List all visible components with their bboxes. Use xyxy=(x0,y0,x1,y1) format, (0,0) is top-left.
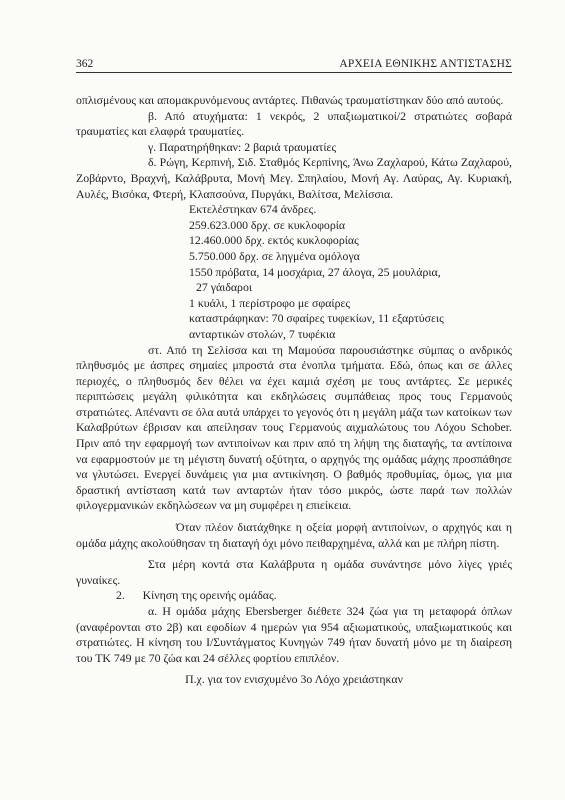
stats-line: Εκτελέστηκαν 674 άνδρες. xyxy=(189,202,317,217)
paragraph-d: δ. Ρώγη, Κερπινή, Σιδ. Σταθμός Κερπίνης, Άνω Ζαχλαρού, Κάτω Ζαχλαρού, Ζοβάρντο, Βραχνή, Καλάβρυτα, Μονή Μεγ. Σπηλαίου, Μονή Αγ. Λαύρας, Αγ. Κυριακή, Αυλές, Βισόκα, Φτερή, Κλαπσούνα, Πυργάκι, Βαλίτσα, Μελίσσια. xyxy=(76,155,512,201)
stats-line: 5.750.000 δρχ. σε ληγμένα ομόλογα xyxy=(189,248,360,263)
paragraph-sta: Στα μέρη κοντά στα Καλάβρυτα η ομάδα συνάντησε μόνο λίγες γριές γυναίκες. xyxy=(76,557,512,587)
casualty-stats-list xyxy=(189,202,512,342)
paragraph-st: στ. Από τη Σελίσσα και τη Μαμούσα παρουσιάστηκε σύμπας ο ανδρικός πληθυσμός με άσπρες σημαίες μπροστά στα ένοπλα τμήματα. Εδώ, όπως και σε άλλες περιοχές, ο πληθυσμός δεν θέλει να έχει καμιά σχέση με τους αντάρτες. Σε μερικές περιπτώσεις μεγάλη φιλικότητα και εκδηλώσεις συμπάθειας προς τους Γερμανούς στρατιώτες. Απέναντι σε όλα αυτά υπάρχει το γεγονός ότι η μεγάλη μάζα των κατοίκων των Καλαβρύτων έβρισαν και απείλησαν τους Γερμανούς αιχμαλώτους του Λόχου Schober. Πριν από την εφαρμογή των αντιποίνων και πριν από τη λήψη της διαταγής, τα αντίποινα να εφαρμοστούν με τη μέγιστη δυνατή οξύτητα, ο αρχηγός της ομάδας μάχης προσπάθησε να γλυτώσει. Ενεργεί δυνάμεις για μια αντικίνηση. Ο βαθμός προθυμίας, όμως, για μια δραστική αντίσταση κατά των ανταρτών ήταν τόσο μικρός, ώστε παρά των πολλών φιλογερμανικών εκδηλώσεων να μη συμφέρει η επιείκεια. xyxy=(76,342,512,513)
paragraph-b: β. Από ατυχήματα: 1 νεκρός, 2 υπαξιωματικοί/2 στρατιώτες σοβαρά τραυματίες και ελαφρά τραυματίες. xyxy=(76,108,512,139)
stats-line: 12.460.000 δρχ. εκτός κυκλοφορίας xyxy=(189,233,359,248)
paragraph-g: γ. Παρατηρήθηκαν: 2 βαριά τραυματίες xyxy=(148,139,337,154)
section-heading xyxy=(76,588,512,604)
stats-line: 1 κυάλι, 1 περίστροφο με σφαίρες xyxy=(189,295,351,310)
page-body xyxy=(76,93,512,688)
page-number: 362 xyxy=(76,58,94,70)
paragraph-continuation: οπλισμένους και απομακρυνόμενους αντάρτες. Πιθανώς τραυματίστηκαν δύο από αυτούς. xyxy=(76,93,504,107)
paragraph-otan: Όταν πλέον διατάχθηκε η οξεία μορφή αντιποίνων, ο αρχηγός και η ομάδα μάχης ακολούθησαν τη διαταγή όχι μόνο πειθαρχημένα, αλλά και με πλήρη πίστη. xyxy=(76,520,512,550)
paragraph-last: Π.χ. για τον ενισχυμένο 3ο Λόχο χρειάστηκαν xyxy=(185,672,403,687)
section-number: 2. xyxy=(116,588,125,603)
stats-line: 27 γάιδαροι xyxy=(196,280,253,295)
stats-line: 1550 πρόβατα, 14 μοσχάρια, 27 άλογα, 25 μουλάρια, xyxy=(189,264,441,279)
paragraph-a: α. Η ομάδα μάχης Ebersberger διέθετε 324 ζώα για τη μεταφορά όπλων (αναφέρονται στο 2β) και εφοδίων 4 ημερών για 954 αξιωματικούς, υπαξιωματικούς και στρατιώτες. Η κίνηση του Ι/Συντάγματος Κυνηγών 749 ήταν δυνατή μόνο με τη διαίρεση του ΤΚ 749 με 70 ζώα και 24 σέλλες φορτίου επιπλέον. xyxy=(76,604,512,665)
stats-line: καταστράφηκαν: 70 σφαίρες τυφεκίων, 11 εξαρτύσεις xyxy=(189,311,444,326)
running-title: ΑΡΧΕΙΑ ΕΘΝΙΚΗΣ ΑΝΤΙΣΤΑΣΗΣ xyxy=(339,58,512,70)
page-header xyxy=(76,58,512,73)
stats-line: 259.623.000 δρχ. σε κυκλοφορία xyxy=(189,217,346,232)
section-title: Κίνηση της ορεινής ομάδας. xyxy=(142,588,277,603)
stats-line: ανταρτικών στολών, 7 τυφέκια xyxy=(189,326,336,341)
